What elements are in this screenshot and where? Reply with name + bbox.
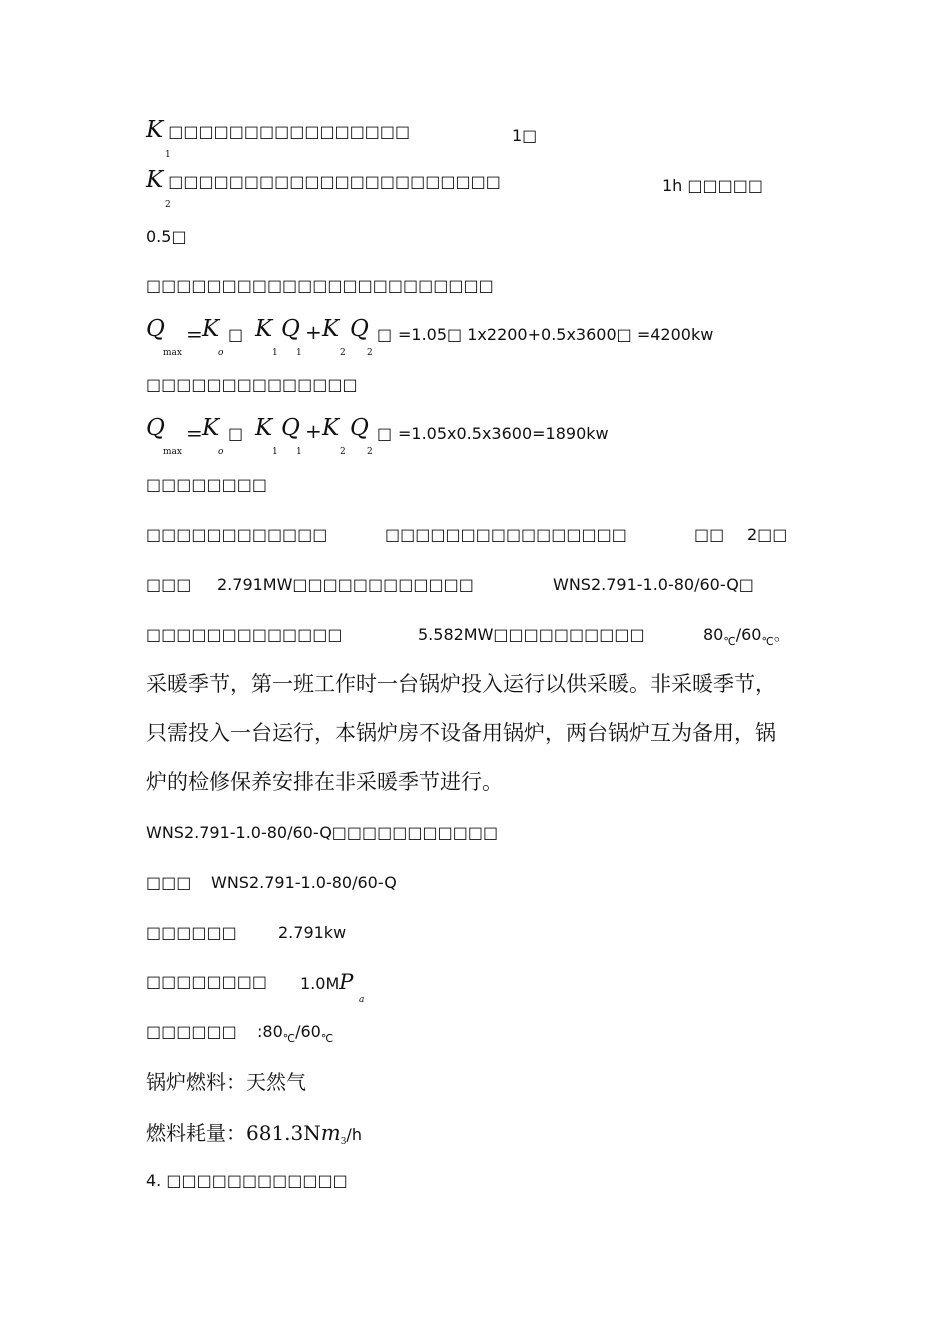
selection-line2-b: 2.791MW□□□□□□□□□□□□ (217, 575, 474, 594)
eq1-q2: Q (350, 316, 369, 342)
eq1-q2-sub: 2 (367, 348, 373, 358)
eq2-k-sub: o (218, 447, 224, 457)
paragraph-line2: 只需投入一台运行，本锅炉房不设备用锅炉，两台锅炉互为备用，锅 (146, 721, 776, 745)
pressure-value (300, 972, 353, 994)
eq2-q2-sub: 2 (367, 447, 373, 457)
fuel-line: 锅炉燃料：天然气 (146, 1070, 306, 1094)
eq1-plus: + (305, 320, 322, 344)
k2-symbol: K (146, 167, 164, 193)
eq1-k2: K (322, 316, 340, 342)
eq2-q2: Q (350, 415, 369, 441)
pressure-number: 1.0M (300, 974, 340, 993)
eq2-q1: Q (281, 415, 300, 441)
eq2-bracket-close: □ (377, 424, 393, 443)
eq2-plus: + (305, 419, 322, 443)
eq1-q-sub: max (163, 348, 182, 358)
eq2-q1-sub: 1 (296, 447, 302, 457)
eq2-equals: = (186, 421, 203, 445)
fuel-consumption-line (146, 1120, 362, 1151)
eq1-k1: K (255, 316, 273, 342)
selection-line1-c: □□ (694, 525, 725, 544)
k1-line (146, 117, 411, 143)
eq2-k2-sub: 2 (340, 447, 346, 457)
selection-line3-temp (703, 625, 790, 647)
k1-subscript: 1 (165, 150, 171, 160)
eq1-result: =1.05□ 1x2200+0.5x3600□ =4200kw (398, 325, 714, 344)
eq1-bracket-open: □ (228, 325, 244, 344)
degree-symbol: ℃ (320, 1032, 334, 1045)
power-value: 2.791kw (278, 923, 347, 942)
eq1-k-sub: o (218, 348, 224, 358)
section-4-heading: 4. □□□□□□□□□□□□ (146, 1171, 348, 1190)
boiler-selection-title: □□□□□□□□ (146, 475, 267, 494)
paragraph-line1: 采暖季节，第一班工作时一台锅炉投入运行以供采暖。非采暖季节， (146, 672, 776, 696)
temp-return: /60 (295, 1022, 321, 1041)
consumption-unit-m: m (320, 1121, 341, 1145)
model-label: □□□ (146, 873, 192, 892)
selection-line1-d: 2□□ (747, 525, 788, 544)
supply-temp: 80 (703, 625, 724, 644)
selection-line3-b: 5.582MW□□□□□□□□□□ (418, 625, 645, 644)
pressure-label: □□□□□□□□ (146, 972, 267, 991)
eq2-k1: K (255, 415, 273, 441)
consumption-unit-per-hour: /h (346, 1125, 362, 1144)
eq2-k1-sub: 1 (272, 447, 278, 457)
model-value: WNS2.791-1.0-80/60-Q (211, 873, 397, 892)
model-parameters-title: WNS2.791-1.0-80/60-Q□□□□□□□□□□□ (146, 823, 499, 842)
eq1-equals: = (186, 322, 203, 346)
eq1-q1: Q (281, 316, 300, 342)
degree-symbol: ℃ (282, 1032, 296, 1045)
temperature-value (257, 1022, 333, 1044)
power-label: □□□□□□ (146, 923, 237, 942)
eq2-result: =1.05x0.5x3600=1890kw (398, 424, 609, 443)
eq1-q: Q (146, 316, 165, 342)
k1-description: □□□□□□□□□□□□□□□□ (168, 122, 411, 141)
k1-symbol: K (146, 117, 164, 143)
consumption-text: 燃料耗量：681.3N (146, 1121, 321, 1145)
k2-description: □□□□□□□□□□□□□□□□□□□□□□ (168, 172, 501, 191)
k1-value: 1□ (512, 126, 538, 145)
k2-line (146, 167, 501, 193)
pressure-unit-subscript: a (359, 995, 365, 1005)
period: 。 (773, 625, 790, 644)
k2-continuation: 0.5□ (146, 227, 187, 246)
selection-line3-a: □□□□□□□□□□□□□ (146, 625, 343, 644)
selection-line2-a: □□□ (146, 575, 192, 594)
temperature-label: □□□□□□ (146, 1022, 237, 1041)
eq1-k1-sub: 1 (272, 348, 278, 358)
selection-line1-b: □□□□□□□□□□□□□□□□ (385, 525, 627, 544)
k2-value: 1h □□□□□ (662, 176, 763, 195)
eq1-k2-sub: 2 (340, 348, 346, 358)
non-heating-season-intro: □□□□□□□□□□□□□□ (146, 375, 358, 394)
degree-symbol: ℃ (723, 635, 736, 648)
eq2-q-sub: max (163, 447, 182, 457)
eq2-bracket-open: □ (228, 424, 244, 443)
eq1-k: K (202, 316, 220, 342)
selection-line2-c: WNS2.791-1.0-80/60-Q□ (553, 575, 754, 594)
pressure-unit-symbol: P (339, 970, 354, 994)
eq2-k2: K (322, 415, 340, 441)
eq2-k: K (202, 415, 220, 441)
eq2-q: Q (146, 415, 165, 441)
paragraph-line3: 炉的检修保养安排在非采暖季节进行。 (146, 770, 503, 794)
heating-season-intro: □□□□□□□□□□□□□□□□□□□□□□□ (146, 276, 494, 295)
selection-line1-a: □□□□□□□□□□□□ (146, 525, 328, 544)
temp-supply: :80 (257, 1022, 283, 1041)
eq1-q1-sub: 1 (296, 348, 302, 358)
degree-symbol: ℃ (761, 635, 774, 648)
return-temp: /60 (735, 625, 762, 644)
eq1-bracket-close: □ (377, 325, 393, 344)
consumption-unit-sub: 3 (340, 1137, 347, 1147)
k2-subscript: 2 (165, 200, 171, 210)
